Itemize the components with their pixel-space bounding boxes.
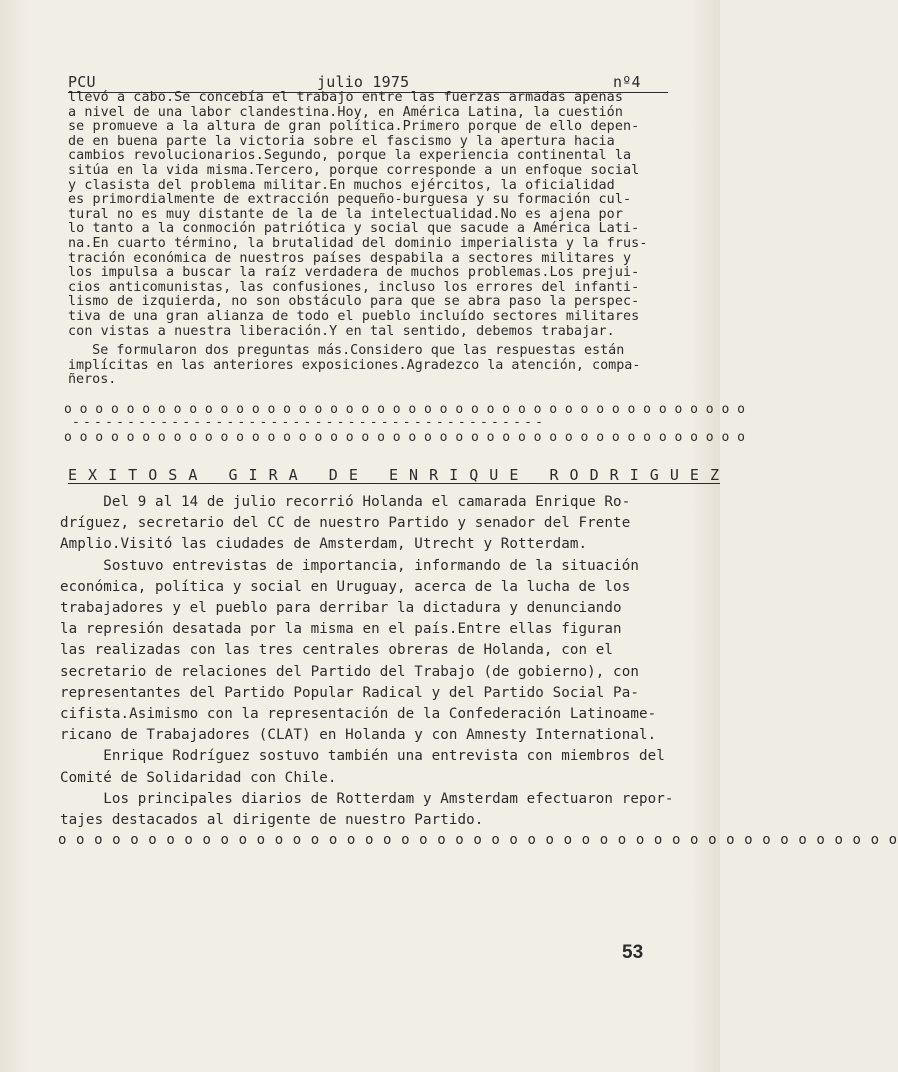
text-line: Enrique Rodríguez sostuvo también una entrevista con miembros del bbox=[60, 748, 665, 765]
text-line: con vistas a nuestra liberación.Y en tal sentido, debemos trabajar. bbox=[68, 323, 615, 339]
paragraph-2 bbox=[68, 344, 678, 388]
text-line: na.En cuarto término, la brutalidad del dominio imperialista y la frus- bbox=[68, 235, 648, 251]
header-date: julio 1975 bbox=[317, 73, 410, 91]
text-line: sitúa en la vida misma.Tercero, porque corresponde a un enfoque social bbox=[68, 162, 640, 178]
text-line: es primordialmente de extracción pequeño-burguesa y su formación cul- bbox=[68, 192, 632, 208]
text-line: dríguez, secretario del CC de nuestro Partido y senador del Frente bbox=[60, 515, 631, 532]
text-line: tración económica de nuestros países despabila a sectores militares y bbox=[68, 250, 632, 266]
separator-circles-bottom: o o o o o o o o o o o o o o o o o o o o o o o o o o o o o o o o o o o o o o o o o o o o bbox=[64, 430, 745, 445]
text-line: implícitas en las anteriores exposiciones.Agradezco la atención, compa- bbox=[68, 357, 641, 373]
text-line: cios anticomunistas, las confusiones, incluso los errores del infanti- bbox=[68, 279, 640, 295]
text-line: a nivel de una labor clandestina.Hoy, en América Latina, la cuestión bbox=[68, 104, 624, 120]
separator-circles-end: o o o o o o o o o o o o o o o o o o o o o o o o o o o o o o o o o o o o o o o o o o o o o o o bbox=[58, 832, 898, 848]
text-line: las realizadas con las tres centrales obreras de Holanda, con el bbox=[60, 642, 614, 659]
text-line: económica, política y social en Uruguay, acerca de la lucha de los bbox=[60, 578, 631, 595]
text-line: llevó a cabo.Se concebía el trabajo entre las fuerzas armadas apenas bbox=[68, 90, 624, 105]
header-issue-number: nº4 bbox=[613, 73, 641, 91]
paragraph-1 bbox=[68, 91, 678, 339]
text-line: secretario de relaciones del Partido del Trabajo (de gobierno), con bbox=[60, 663, 639, 680]
text-line: Amplio.Visitó las ciudades de Amsterdam, Utrecht y Rotterdam. bbox=[60, 536, 588, 553]
text-line: ñeros. bbox=[68, 372, 117, 388]
text-line: Se formularon dos preguntas más.Considero que las respuestas están bbox=[68, 343, 625, 358]
text-line: tiva de una gran alianza de todo el pueblo incluído sectores militares bbox=[68, 308, 640, 324]
text-line: tajes destacados al dirigente de nuestro Partido. bbox=[60, 812, 484, 829]
text-line: de en buena parte la victoria sobre el fascismo y la apertura hacia bbox=[68, 133, 615, 149]
text-line: cifista.Asimismo con la representación de la Confederación Latinoame- bbox=[60, 706, 657, 723]
article-body bbox=[60, 492, 680, 831]
article-title: E X I T O S A _ G I R A _ D E _ E N R I Q U E _ R O D R I G U E Z bbox=[68, 466, 720, 484]
header-publication: PCU bbox=[68, 73, 96, 91]
text-line: la represión desatada por la misma en el país.Entre ellas figuran bbox=[60, 621, 622, 638]
text-line: ricano de Trabajadores (CLAT) en Holanda y con Amnesty International. bbox=[60, 727, 657, 744]
text-line: lo tanto a la conmoción patriótica y social que sacude a América Lati- bbox=[68, 221, 640, 237]
text-line: tural no es muy distante de la de la intelectualidad.No es ajena por bbox=[68, 206, 624, 222]
text-line: y clasista del problema militar.En muchos ejércitos, la oficialidad bbox=[68, 177, 615, 193]
text-line: lismo de izquierda, no son obstáculo para que se abra paso la perspec- bbox=[68, 294, 640, 310]
text-line: Comité de Solidaridad con Chile. bbox=[60, 769, 337, 786]
text-line: trabajadores y el pueblo para derribar la dictadura y denunciando bbox=[60, 600, 622, 617]
text-line: representantes del Partido Popular Radical y del Partido Social Pa- bbox=[60, 684, 639, 701]
text-line: Del 9 al 14 de julio recorrió Holanda el camarada Enrique Ro- bbox=[60, 494, 631, 510]
text-line: cambios revolucionarios.Segundo, porque la experiencia continental la bbox=[68, 148, 632, 164]
text-line: Sostuvo entrevistas de importancia, informando de la situación bbox=[60, 557, 639, 574]
separator-dashes: ------------------------------------------- bbox=[72, 415, 547, 430]
text-line: Los principales diarios de Rotterdam y Amsterdam efectuaron repor- bbox=[60, 790, 674, 807]
separator-circles-top: o o o o o o o o o o o o o o o o o o o o o o o o o o o o o o o o o o o o o o o o o o o o bbox=[64, 402, 745, 417]
page-number: 53 bbox=[622, 942, 644, 963]
text-line: los impulsa a buscar la raíz verdadera de muchos problemas.Los prejui- bbox=[68, 265, 640, 281]
text-line: se promueve a la altura de gran política.Primero porque de ello depen- bbox=[68, 119, 640, 135]
